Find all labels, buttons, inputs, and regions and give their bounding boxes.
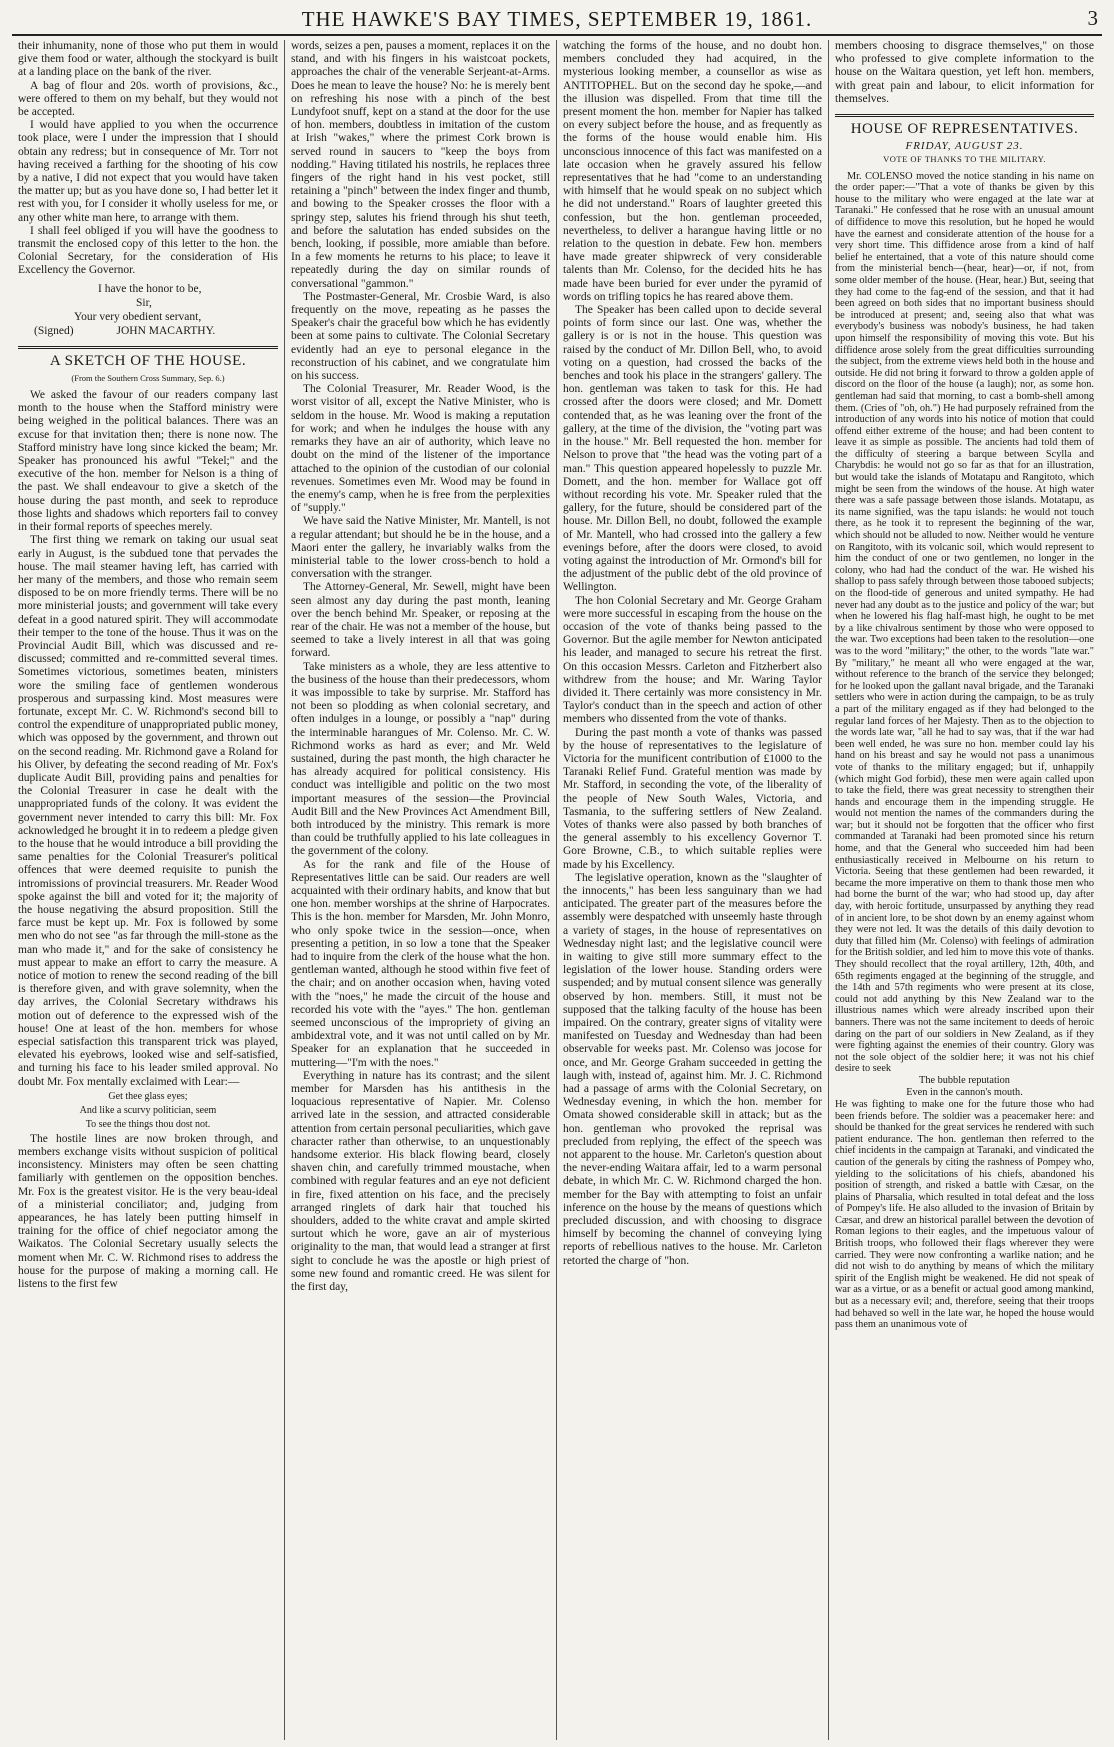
- article-paragraph: The hostile lines are now broken through, and members exchange visits without suspicion of political inconsistency. Ministers may often be seen chatting familiarly with gentlemen on the opposition benches. Mr. Fox is the greatest visitor. He is the very beau-ideal of a ministerial conciliator; and, judging from appearances, he has lately been putting himself in training for the office of chief negociator among the Waikatos. The Colonial Secretary usually selects the moment when Mr. C. W. Richmond rises to address the house for the purpose of making a morning call. He listens to the first few: [18, 1132, 278, 1291]
- report-subheading: VOTE OF THANKS TO THE MILITARY.: [883, 154, 1046, 165]
- quote-line: The bubble reputation: [919, 1074, 1010, 1086]
- letter-paragraph: A bag of flour and 20s. worth of provisions, &c., were offered to them on my behalf, but they would not be accepted.: [18, 79, 278, 119]
- page-number: 3: [1087, 6, 1098, 30]
- signature-line: [18, 324, 278, 338]
- article-paragraph: The Speaker has been called upon to decide several points of form since our last. One was, whether the gallery is or is not in the house. This question was raised by the conduct of Mr. Dillon Bell, who, to avoid voting on a question, had crossed the backs of the benches and took his place in the strangers' gallery. The hon. gentleman was taken to task for this. He had crossed after the doors were closed; and Mr. Domett contended that, as he was leaning over the front of the gallery, at the time of the division, the "voting part was in the house." Mr. Bell requested the hon. member for Nelson to prove that "the head was the voting part of a man." This question appeared hopelessly to puzzle Mr. Domett, and the hon. member for Wallace got off without recording his vote. Mr. Speaker ruled that the gallery, for the future, should be considered part of the house. Mr. Dillon Bell, no doubt, followed the example of Mr. Mantell, who had crossed into the gallery a few evenings before, after the doors were closed, to avoid voting against the introduction of Mr. Ormond's bill for the adjustment of the public debt of the old province of Wellington.: [563, 304, 822, 594]
- article-paragraph: words, seizes a pen, pauses a moment, replaces it on the stand, and with his fingers in his waistcoat pockets, approaches the chair of the venerable Serjeant-at-Arms. Does he mean to leave the house? No: he is merely bent on refreshing his nose with a pinch of the best Lundyfoot snuff, kept on a stand at the door for the use of hon. members, doubtless in imitation of the custom at Irish "wakes," where the primest Cork brown is served round in saucers to "keep the boys from nodding." Having titilated his nostrils, he replaces three fingers of the right hand in his vest pocket, still retaining a "pinch" between the index finger and thumb, and bowing to the Speaker crosses the floor with a springy step, salutes his friend through his shut teeth, and before the salutation has ended subsides on the bench, looking, if possible, more amiable than before. In a few moments he returns to his place; to leave it repeatedly during the day on similar rounds of conversational "gammon.": [291, 40, 550, 290]
- letter-paragraph: I would have applied to you when the occurrence took place, were I under the impression that I should obtain any redress; but in consequence of Mr. Torr not having received a farthing for the shooting of his cow by a native, I did not expect that you would have taken the matter up; but as you have done so, I had better let it rest with you, for I consider it wholly useless for me, or any other white man here, to arrange with them.: [18, 119, 278, 224]
- article-paragraph: During the past month a vote of thanks was passed by the house of representatives to the legislature of Victoria for the munificent contribution of £1000 to the Taranaki Relief Fund. Grateful mention was made by Mr. Stafford, in seconding the vote, of the liberality of the people of New South Wales, Victoria, and Tasmania, to the suffering settlers of New Zealand. Votes of thanks were also passed by both branches of the general assembly to his excellency Governor T. Gore Browne, C.B., to which suitable replies were made by his Excellency.: [563, 726, 822, 871]
- letter-paragraph: I shall feel obliged if you will have the goodness to transmit the enclosed copy of this letter to the hon. the Colonial Secretary, for the consideration of His Excellency the Governor.: [18, 224, 278, 277]
- article-paragraph: We have said the Native Minister, Mr. Mantell, is not a regular attendant; but should he be in the house, and a Maori enter the gallery, he invariably walks from the ministerial table to the lower cross-bench to hold a conversation with the stranger.: [291, 515, 550, 581]
- report-heading: HOUSE OF REPRESENTATIVES.: [850, 121, 1079, 138]
- closing-line: Sir,: [136, 296, 152, 309]
- article-heading: A SKETCH OF THE HOUSE.: [49, 352, 247, 369]
- report-paragraph: Mr. COLENSO moved the notice standing in his name on the order paper:—"That a vote of thanks be given by this house to the military who were engaged at the late war at Taranaki." He confessed that he rose with an unusual amount of diffidence to move this resolution, but he hoped he would have the earnest and considerate attention of the house for a very short time. This diffidence arose from a kind of half belief he entertained, that a vote of this nature should come from the ministerial bench—(hear, hear)—or, if not, from some older member of the house. (Hear, hear.) But, seeing that they had come to the fag-end of the session, and that it had been agreed on both sides that no important business should be introduced at present; and, seeing also that what was everybody's business was nobody's business, he had taken upon himself the responsibility of moving this vote. But his diffidence arose solely from the great difficulties surrounding the subject, from the extreme views held both in the house and outside. He did not bring it forward to throw a golden apple of discord on the floor of the house (a laugh); nor, as some hon. gentleman had said that morning, to cast a bomb-shell among them. (Cries of "oh, oh.") He had purposely refrained from the introduction of any words into his notice of motion that could offend either extreme of the house; and had been content to leave it as simple as possible. The ancients had told them of the difficulty of steering a barque between Scylla and Charybdis: he would not go so far as that for an illustration, but would take the islands of Motatapu and Rangitoto, which might be seen from the windows of the house. At high water there was a safe passage between those islands. Motatapu, as its name signified, was the tapu islands: he would not touch there, as he took it to represent the beginning of the war, which should not be alluded to now. Neither would he venture on Rangitoto, with its volcanic soil, which would represent to him the conduct of one or two gentlemen, no longer in the colony, who had had the conduct of the war. He wished his shallop to pass safely through between those tabooed subjects; on the flood-tide of generous and united sympathy. He had never had any doubt as to the justice and policy of the war; but when he lowered his flag half-mast high, he ought to be met by a like chivalrous sentiment by those who were opposed to the war. Two exceptions had been taken to the resolution—one was to the word "military;" the other, to the words "late war." By "military," he meant all who were engaged at the war, without reference to the branch of the service they belonged; for he looked upon the gallant naval brigade, and the Taranaki settlers who were in action during the campaign, to be as truly a part of the military engaged as if they had belonged to the regular land forces of her Majesty. Then as to the objection to the words late war, "all he had to say was, that if the war had been well ended, he was sure no hon. member could lay his hand on his breast and say he would not pass a unanimous vote of thanks to the military engaged; but if, unhappily (which might God forbid), these men were again called upon to take the field, there was great necessity to strengthen their hands and encourage them in the impending struggle. He would not mention the names of the commanders during the war; but it should not be forgotten that the officer who first commanded at Taranaki had been promoted since his return home, and that the General who succeeded him had been enthusiastically received in Melbourne on his return to Victoria. Seeing that these gentlemen had been rewarded, it became the more imperative on them to thank those men who had borne the burnt of the war; who had stood up, day after day, with heroic fortitude, unsurpassed by anything they read of in ancient lore, to be shot down by an enemy against whom they were not led. It was the details of this daily devotion to duty that filled him (Mr. Colenso) with feelings of admiration for the British soldier, and led him to move this vote of thanks. They should recollect that the royal artillery, 12th, 40th, and 65th regiments engaged at the beginning of the struggle, and the 14th and 57th regiments who were present at its close, could not add anything by this New Zealand war to the illustrious names which were already inscribed upon their banners. There was not the same incitement to deeds of heroic daring on the part of our soldiers in New Zealand, as if they were fighting against the enemies of their country. Glory was not the sole object of the soldier here; it was not his chief desire to seek: [835, 170, 1094, 1075]
- verse-line: To see the things thou dost not.: [85, 1118, 211, 1130]
- closing-line: Your very obedient servant,: [74, 310, 202, 323]
- article-paragraph: Take ministers as a whole, they are less attentive to the business of the house than their predecessors, whom it was impossible to take by surprise. Mr. Stafford has not been so plodding as when colonial secretary, and often indulges in a lounge, or possibly a "nap" during the interminable harangues of Mr. Colenso. Mr. C. W. Richmond works as hard as ever; and Mr. Weld sustained, during the past month, the high character he has already acquired for political consistency. His conduct was intelligible and politic on the two most important measures of the session—the Provincial Audit Bill and the New Provinces Act Amendment Bill, both introduced by the ministry. This remark is more than could be truthfully applied to his late colleagues in the government of the colony.: [291, 660, 550, 858]
- article-source: (From the Southern Cross Summary, Sep. 6.): [71, 372, 225, 383]
- masthead-title: THE HAWKE'S BAY TIMES, SEPTEMBER 19, 1861.: [301, 6, 813, 31]
- section-divider: [835, 114, 1094, 117]
- article-paragraph: The first thing we remark on taking our usual seat early in August, is the subdued tone that pervades the house. The mail steamer having left, has carried with her many of the members, and those who remain seem disposed to be on more friendly terms. There will be no more ministerial jousts; and government will take every defeat in a good natured spirit. They will accommodate their temper to the tone of the house. Thus it was on the Provincial Audit Bill, which was discussed and re-discussed; committed and re-committed several times. Sometimes victorious, sometimes beaten, ministers wore the smiling face of gentlemen wonderous prosperous and surpassing kind. Most measures were fortunate, except Mr. C. W. Richmond's second bill to control the expenditure of unappropriated public money, which was opposed by the government, and thrown out on the second reading. Mr. Richmond gave a Roland for his Oliver, by defeating the second reading of Mr. Fox's duplicate Audit Bill, providing pains and penalties for the Colonial Treasurer in case he dealt with the unappropriated funds of the colony. It was evident the government never intended to carry this bill: Mr. Fox acknowledged he brought it in to redeem a pledge given to the house that he would introduce a bill providing the same penalties for the Colonial Treasurer's political offences that were deemed requisite to punish the intromissions of provincial treasurers. Mr. Reader Wood spoke against the bill and voted for it; the majority of the house negativing the absurd proposition. Still the farce must be kept up. Mr. Fox is followed by some men who do not see "as far through the mill-stone as the man who made it," and for the sake of consistency he must appear to make an effort to carry the measure. A notice of motion to renew the second reading of the bill is therefore given, and with grave solemnity, when the day arrives, the Colonial Secretary withdraws his motion out of deference to the expressed wish of the house! One at least of the hon. members for whose especial satisfaction this transparent trick was played, elevated his eyebrows, looked wise and self-satisfied, and turning his face to his leader smiled approval. No doubt Mr. Fox mentally exclaimed with Lear:—: [18, 534, 278, 1088]
- article-paragraph: The Postmaster-General, Mr. Crosbie Ward, is also frequently on the move, repeating as he passes the Speaker's chair the graceful bow which he has evidently been at some pains to cultivate. The Colonial Secretary evidently had an eye to personal elegance in the reconstruction of his cabinet, and we congratulate him on his success.: [291, 290, 550, 383]
- article-paragraph: We asked the favour of our readers company last month to the house when the Stafford ministry were being weighed in the political balances. There was an excuse for that invitation then; there is none now. The Stafford ministry have long since kicked the beam; Mr. Speaker has pronounced his awful "Tekel;" and the executive of the hon. member for Nelson is a thing of the past. We shall endeavour to give a sketch of the house during the past month, and seek to reproduce those lights and shadows which reporters fail to convey in their formal reports of speeches merely.: [18, 389, 278, 534]
- article-paragraph: Everything in nature has its contrast; and the silent member for Marsden has his antithesis in the loquacious representative of Napier. Mr. Colenso arrived late in the session, and attracted considerable attention from certain personal peculiarities, which gave character rather than otherwise, to an unquestionably handsome exterior. His black flowing beard, closely shaven chin, and carefully trimmed moustache, when combined with regular features and an eye not deficient in fire, fixed attention on his face, and the precisely arranged ringlets of dark hair that touched his shoulders, added to the white cravat and ample skirted surtout which he wore, gave an air of mysterious originality to the man, that would lead a stranger at first sight to conclude he was the apostle or high priest of some new found and romantic creed. He was silent for the first day,: [291, 1069, 550, 1294]
- verse-line: Get thee glass eyes;: [108, 1090, 188, 1102]
- article-paragraph: The legislative operation, known as the "slaughter of the innocents," has been less sanguinary than we had anticipated. The greater part of the measures before the assembly were despatched with unseemly haste through a variety of stages, in the house of representatives on Wednesday night last; and the legislative council were in waiting to give still more summary effect to the legislation of the lower house. Standing orders were suspended; and by mutual consent silence was generally observed by hon. members. Still, it must not be supposed that the talking faculty of the house has been impaired. On the contrary, greater signs of vitality were manifested on Tuesday and Wednesday than had been observable for weeks past. Mr. Colenso was jocose for once, and Mr. George Graham succeeded in getting the laugh with, instead of, against him. Mr. J. C. Richmond had a passage of arms with the Colonial Secretary, on Wednesday evening, in which the hon. member for Omata showed considerable skill in attack; but as the hon. gentleman who provoked the reprisal was precluded from replying, the effect of the speech was not apparent to the house. Mr. Carleton's question about the never-ending Waitara affair, led to a warm personal debate, in which Mr. C. W. Richmond charged the hon. member for the Bay with attempting to foist an unfair inference on the house by the means of questions which precluded discussion, and with choosing to disgrace himself by becoming the channel of conveying lying reports of rebellious natives to the house. Mr. Carleton retorted the charge of "hon.: [563, 871, 822, 1267]
- report-paragraph: He was fighting to make one for the future those who had been friends before. The soldier was a peacemaker here: and should be thanked for the great services he rendered with such patient endurance. The hon. gentleman then referred to the chief incidents in the campaign at Taranaki, and vindicated the caution of the generals by citing the rashness of Pompey who, yielding to the solicitations of his chiefs, abandoned his position of strength, and risked a battle with Cæsar, on the plains of Pharsalia, which resulted in total defeat and the loss of Pompey's life. He also alluded to the invasion of Britain by Cæsar, and drew an historical parallel between the devotion of Roman legions to their eagles, and the impetuous valour of British troops, who followed their flags wherever they were carried. They were now confronting a warlike nation; and he did not wish to do anything by means of which the military spirit of the English might be weakened. He did not speak of war as a virtue, or as a benefit or actual good among mankind, but as a necessary evil; and, therefore, seeing that their troops had behaved so well in the late war, he hoped the house would pass them an unanimous vote of: [835, 1098, 1094, 1331]
- closing-line: I have the honor to be,: [98, 282, 202, 295]
- column-4: [828, 40, 1100, 1740]
- section-divider: [18, 346, 278, 349]
- masthead: [12, 4, 1102, 36]
- column-1: [12, 40, 284, 1740]
- column-2: [284, 40, 556, 1740]
- signed-label: (Signed): [34, 324, 74, 337]
- article-paragraph: The Attorney-General, Mr. Sewell, might have been seen almost any day during the past month, leaning over the bench behind Mr. Speaker, or reposing at the rear of the chair. He was not a member of the house, but seemed to take a lively interest in all that was going forward.: [291, 581, 550, 660]
- article-paragraph: members choosing to disgrace themselves," on those who professed to give complete information to the house on the Waitara question, yet left hon. members, with great pain and labour, to elicit information for themselves.: [835, 40, 1094, 105]
- columns: [12, 40, 1102, 1740]
- report-date: FRIDAY, AUGUST 23.: [905, 140, 1024, 153]
- letter-paragraph: their inhumanity, none of those who put them in would give them food or water, although the stockyard is built at a landing place on the bank of the river.: [18, 40, 278, 79]
- article-paragraph: The hon Colonial Secretary and Mr. George Graham were more successful in escaping from the house on the occasion of the vote of thanks being passed to the Governor. But the agile member for Newton anticipated his leader, and managed to secure his retreat the first. On this occasion Messrs. Carleton and Fitzherbert also withdrew from the house; and Mr. Waring Taylor divided it. There certainly was more consistency in Mr. Taylor's conduct than in the speech and action of other members who dissented from the vote of thanks.: [563, 594, 822, 726]
- signatory-name: JOHN MACARTHY.: [116, 324, 216, 337]
- verse-line: And like a scurvy politician, seem: [79, 1104, 217, 1116]
- article-paragraph: As for the rank and file of the House of Representatives little can be said. Our readers are well acquainted with their ordinary habits, and know that but one hon. member worships at the shrine of Harpocrates. This is the hon. member for Marsden, Mr. John Monro, who only spoke twice in the session—once, when presenting a petition, in so low a tone that the Speaker had to inquire from the clerk of the house what the hon. gentleman wanted, although he stood within five feet of the chair; and on another occasion when, having voted with the "noes," he made the circuit of the house and recorded his vote with the "ayes." The hon. gentleman seemed unconscious of the impropriety of giving an ambidextral vote, and it was not until called on by Mr. Speaker for an explanation that he succeeded in muttering—"I'm with the noes.": [291, 858, 550, 1069]
- article-paragraph: watching the forms of the house, and no doubt hon. members concluded they had acquired, in the mysterious looking member, a counsellor as wise as ANTITOPHEL. But on the second day he spoke,—and the illusion was dispelled. From that time till the present moment the hon. member for Napier has talked on every subject before the house, and as frequently as the forms of the house would enable him. His unconscious innocence of this fact was manifested on a late occasion when he gravely assured his fellow representatives that he had "come to an understanding with himself that he would speak on no subject which he did not understand." Roars of laughter greeted this confession, but the hon. gentleman proceeded, nevertheless, to deliver a harangue having little or no relation to the question in debate. Few hon. members have made greater shipwreck of very considerable talents than Mr. Colenso, for the decided hits he has made have been buried for ever under the pyramid of words on trifling topics he has reared above them.: [563, 40, 822, 303]
- letter-signoff: [18, 282, 278, 338]
- quote-line: Even in the cannon's mouth.: [906, 1086, 1023, 1098]
- column-3: [556, 40, 828, 1740]
- article-paragraph: The Colonial Treasurer, Mr. Reader Wood, is the worst visitor of all, except the Native Minister, who is seldom in the house. Mr. Wood is making a reputation for work; and when he indulges the house with any remarks they have an air of authority, which leave no doubt on the mind of the listener of the importance attached to the opinion of the custodian of our colonial revenues. Sometimes even Mr. Wood may be found in the enemy's camp, when he is free from the perplexities of "supply.": [291, 383, 550, 515]
